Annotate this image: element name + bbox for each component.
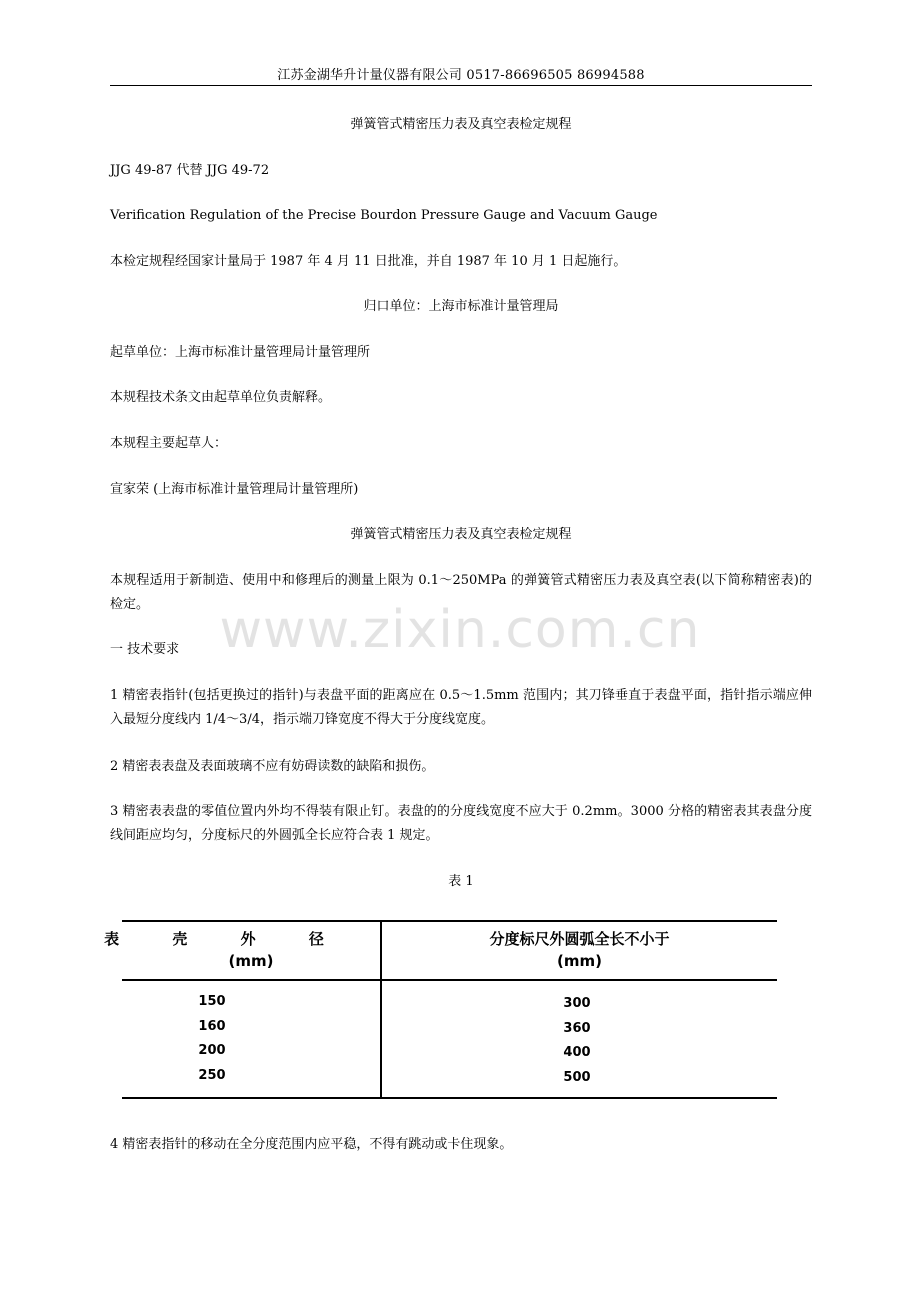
table-cell: 400 xyxy=(563,1045,591,1060)
authority-unit: 归口单位：上海市标准计量管理局 xyxy=(363,299,559,314)
table-cell: 500 xyxy=(563,1069,591,1085)
table-cell: 300 xyxy=(563,996,591,1011)
interpretation-note: 本规程技术条文由起草单位负责解释。 xyxy=(110,390,332,405)
table-top-rule xyxy=(122,920,777,922)
requirement-4: 4 精密表指针的移动在全分度范围内应平稳，不得有跳动或卡住现象。 xyxy=(110,1137,513,1152)
table-header-diameter xyxy=(104,928,380,972)
header-rule xyxy=(110,85,812,86)
drafter-name: 宣家荣 (上海市标准计量管理局计量管理所) xyxy=(110,482,359,497)
section-heading: 一 技术要求 xyxy=(110,642,180,657)
table-bottom-rule xyxy=(122,1097,777,1099)
diameter-header-unit: (mm) xyxy=(228,952,274,970)
arc-length-column xyxy=(542,992,612,1090)
requirement-2: 2 精密表表盘及表面玻璃不应有妨碍读数的缺陷和损伤。 xyxy=(110,759,435,774)
table-cell: 360 xyxy=(563,1020,591,1036)
arc-length-header-label: 分度标尺外圆弧全长不小于 xyxy=(489,930,670,948)
scope-paragraph: 本规程适用于新制造、使用中和修理后的测量上限为 0.1～250MPa 的弹簧管式精密压力表及真空表(以下简称精密表)的检定。 xyxy=(110,573,812,612)
approval-statement: 本检定规程经国家计量局于 1987 年 4 月 11 日批准，并自 1987 年 10 月 1 日起施行。 xyxy=(110,254,627,269)
drafters-label: 本规程主要起草人： xyxy=(110,436,228,451)
table-caption: 表 1 xyxy=(448,874,474,889)
table-cell: 160 xyxy=(198,1018,226,1034)
section-title: 弹簧管式精密压力表及真空表检定规程 xyxy=(350,527,572,542)
page-header: 江苏金湖华升计量仪器有限公司 0517-86696505 86994588 xyxy=(277,68,645,83)
diameter-column xyxy=(182,990,242,1088)
table-cell: 200 xyxy=(198,1043,226,1058)
table-cell: 250 xyxy=(198,1067,226,1083)
requirement-1: 1 精密表指针(包括更换过的指针)与表盘平面的距离应在 0.5～1.5mm 范围内；其刀锋垂直于表盘平面，指针指示端应伸入最短分度线内 1/4～3/4，指示端刀锋宽度不得大于分度线宽度。 xyxy=(110,688,812,727)
watermark: www.zixin.com.cn xyxy=(219,600,701,660)
english-title: Verification Regulation of the Precise Bourdon Pressure Gauge and Vacuum Gauge xyxy=(110,208,658,223)
table-header-rule xyxy=(122,979,777,981)
standard-code: JJG 49-87 代替 JJG 49-72 xyxy=(110,163,270,178)
drafting-unit: 起草单位：上海市标准计量管理局计量管理所 xyxy=(110,345,371,360)
document-title: 弹簧管式精密压力表及真空表检定规程 xyxy=(350,117,572,132)
arc-length-header-unit: (mm) xyxy=(557,952,602,970)
table-cell: 150 xyxy=(198,994,226,1009)
table-header-arc-length xyxy=(382,928,777,972)
requirement-3: 3 精密表表盘的零值位置内外均不得装有限止钉。表盘的的分度线宽度不应大于 0.2mm。3000 分格的精密表其表盘分度线间距应均匀，分度标尺的外圆弧全长应符合表 1 规定。 xyxy=(110,804,812,843)
gauge-dimension-table xyxy=(104,920,777,1100)
diameter-header-label: 表 壳 外 径 xyxy=(104,930,348,948)
